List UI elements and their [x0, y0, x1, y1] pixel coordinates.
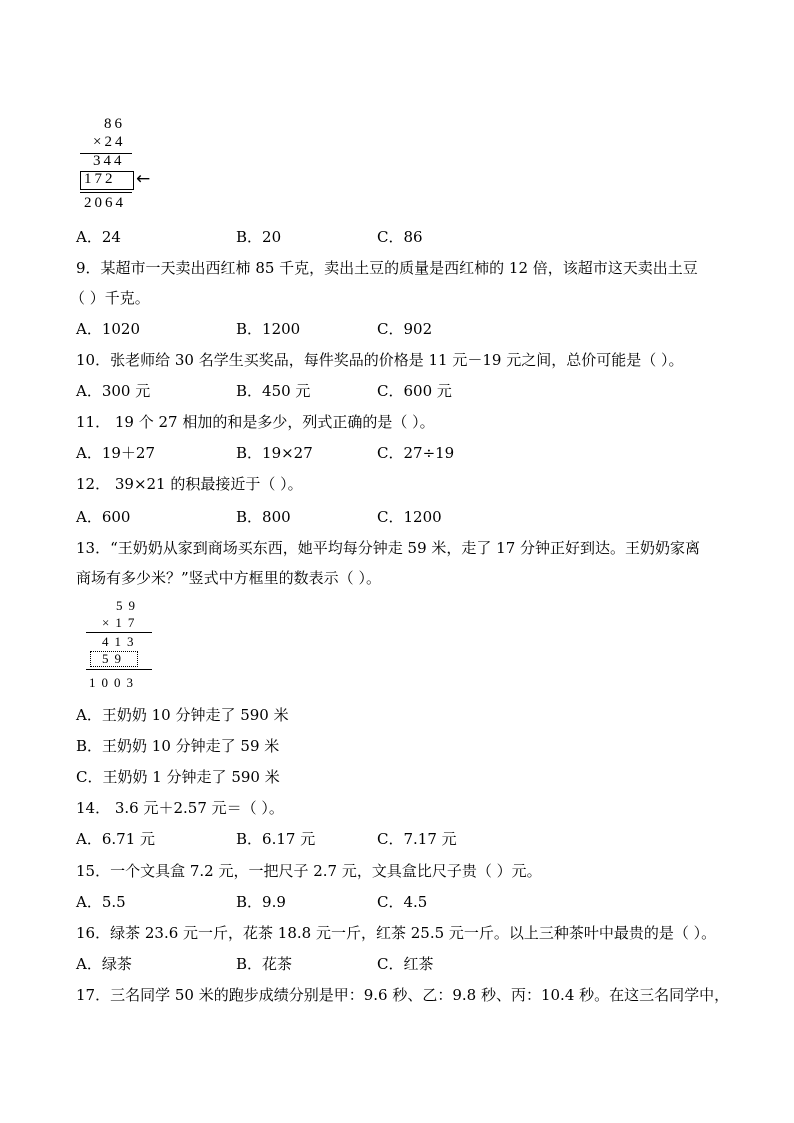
q16-option-c: C．红茶 [377, 955, 434, 973]
q11-option-b: B．19×27 [236, 444, 313, 462]
q11-option-a: A．19＋27 [76, 444, 156, 462]
calc2-line-2 [86, 669, 152, 670]
q13-text-line2: 商场有多少米？”竖式中方框里的数表示（ ）。 [76, 569, 381, 587]
q8-option-a: A．24 [76, 228, 121, 246]
q9-option-a: A．1020 [76, 320, 141, 338]
q8-option-b: B．20 [236, 228, 282, 246]
q16-text: 16．绿茶 23.6 元一斤，花茶 18.8 元一斤，红茶 25.5 元一斤。以上三种茶叶中最贵的是（ ）。 [76, 924, 717, 942]
q14-option-a: A．6.71 元 [76, 830, 155, 848]
calc2-line-1 [86, 632, 152, 633]
q14-option-b: B．6.17 元 [236, 830, 316, 848]
calc2-partial-2: 59 [102, 651, 127, 666]
calc1-multiplier: ×24 [93, 134, 126, 150]
calc2-multiplier: ×17 [102, 615, 141, 630]
q12-text: 12． 39×21 的积最接近于（ ）。 [76, 475, 303, 493]
q15-option-a: A．5.5 [76, 893, 126, 911]
q10-text: 10．张老师给 30 名学生买奖品，每件奖品的价格是 11 元－19 元之间，总价可能是（ ）。 [76, 351, 684, 369]
q15-text: 15．一个文具盒 7.2 元，一把尺子 2.7 元，文具盒比尺子贵（ ）元。 [76, 862, 542, 880]
q15-option-c: C．4.5 [377, 893, 428, 911]
q8-option-c: C．86 [377, 228, 423, 246]
q14-option-c: C．7.17 元 [377, 830, 457, 848]
q9-text-line1: 9．某超市一天卖出西红柿 85 千克，卖出土豆的质量是西红柿的 12 倍，该超市这天卖出土豆 [76, 259, 698, 277]
calc1-multiplicand: 86 [104, 116, 125, 132]
calc1-product: 2064 [84, 195, 126, 211]
q17-text: 17．三名同学 50 米的跑步成绩分别是甲：9.6 秒、乙：9.8 秒、丙：10.4 秒。在这三名同学中， [76, 986, 730, 1004]
q10-option-c: C．600 元 [377, 382, 452, 400]
q11-text: 11． 19 个 27 相加的和是多少，列式正确的是（ ）。 [76, 413, 435, 431]
calc2-product: 1003 [89, 675, 139, 690]
calc1-line-2 [80, 192, 132, 193]
q10-option-b: B．450 元 [236, 382, 311, 400]
calc1-partial-2: 172 [84, 171, 116, 187]
calc2-partial-1: 413 [102, 634, 140, 649]
q9-text-line2: （ ）千克。 [70, 289, 150, 307]
q11-option-c: C．27÷19 [377, 444, 455, 462]
q12-option-b: B．800 [236, 508, 291, 526]
q10-option-a: A．300 元 [76, 382, 151, 400]
q16-option-a: A．绿茶 [76, 955, 132, 973]
q9-option-c: C．902 [377, 320, 433, 338]
q13-option-b: B．王奶奶 10 分钟走了 59 米 [76, 737, 280, 755]
q12-option-c: C．1200 [377, 508, 442, 526]
q15-option-b: B．9.9 [236, 893, 286, 911]
left-arrow-icon: ← [136, 169, 151, 189]
q14-text: 14． 3.6 元＋2.57 元＝（ ）。 [76, 799, 284, 817]
q9-option-b: B．1200 [236, 320, 301, 338]
calc1-partial-1: 344 [93, 153, 125, 169]
q13-text-line1: 13．“王奶奶从家到商场买东西，她平均每分钟走 59 米，走了 17 分钟正好到达。王奶奶家离 [76, 539, 701, 557]
q13-option-c: C．王奶奶 1 分钟走了 590 米 [76, 768, 280, 786]
q16-option-b: B．花茶 [236, 955, 293, 973]
q12-option-a: A．600 [76, 508, 131, 526]
calc2-multiplicand: 59 [116, 598, 141, 613]
q13-option-a: A．王奶奶 10 分钟走了 590 米 [76, 706, 289, 724]
